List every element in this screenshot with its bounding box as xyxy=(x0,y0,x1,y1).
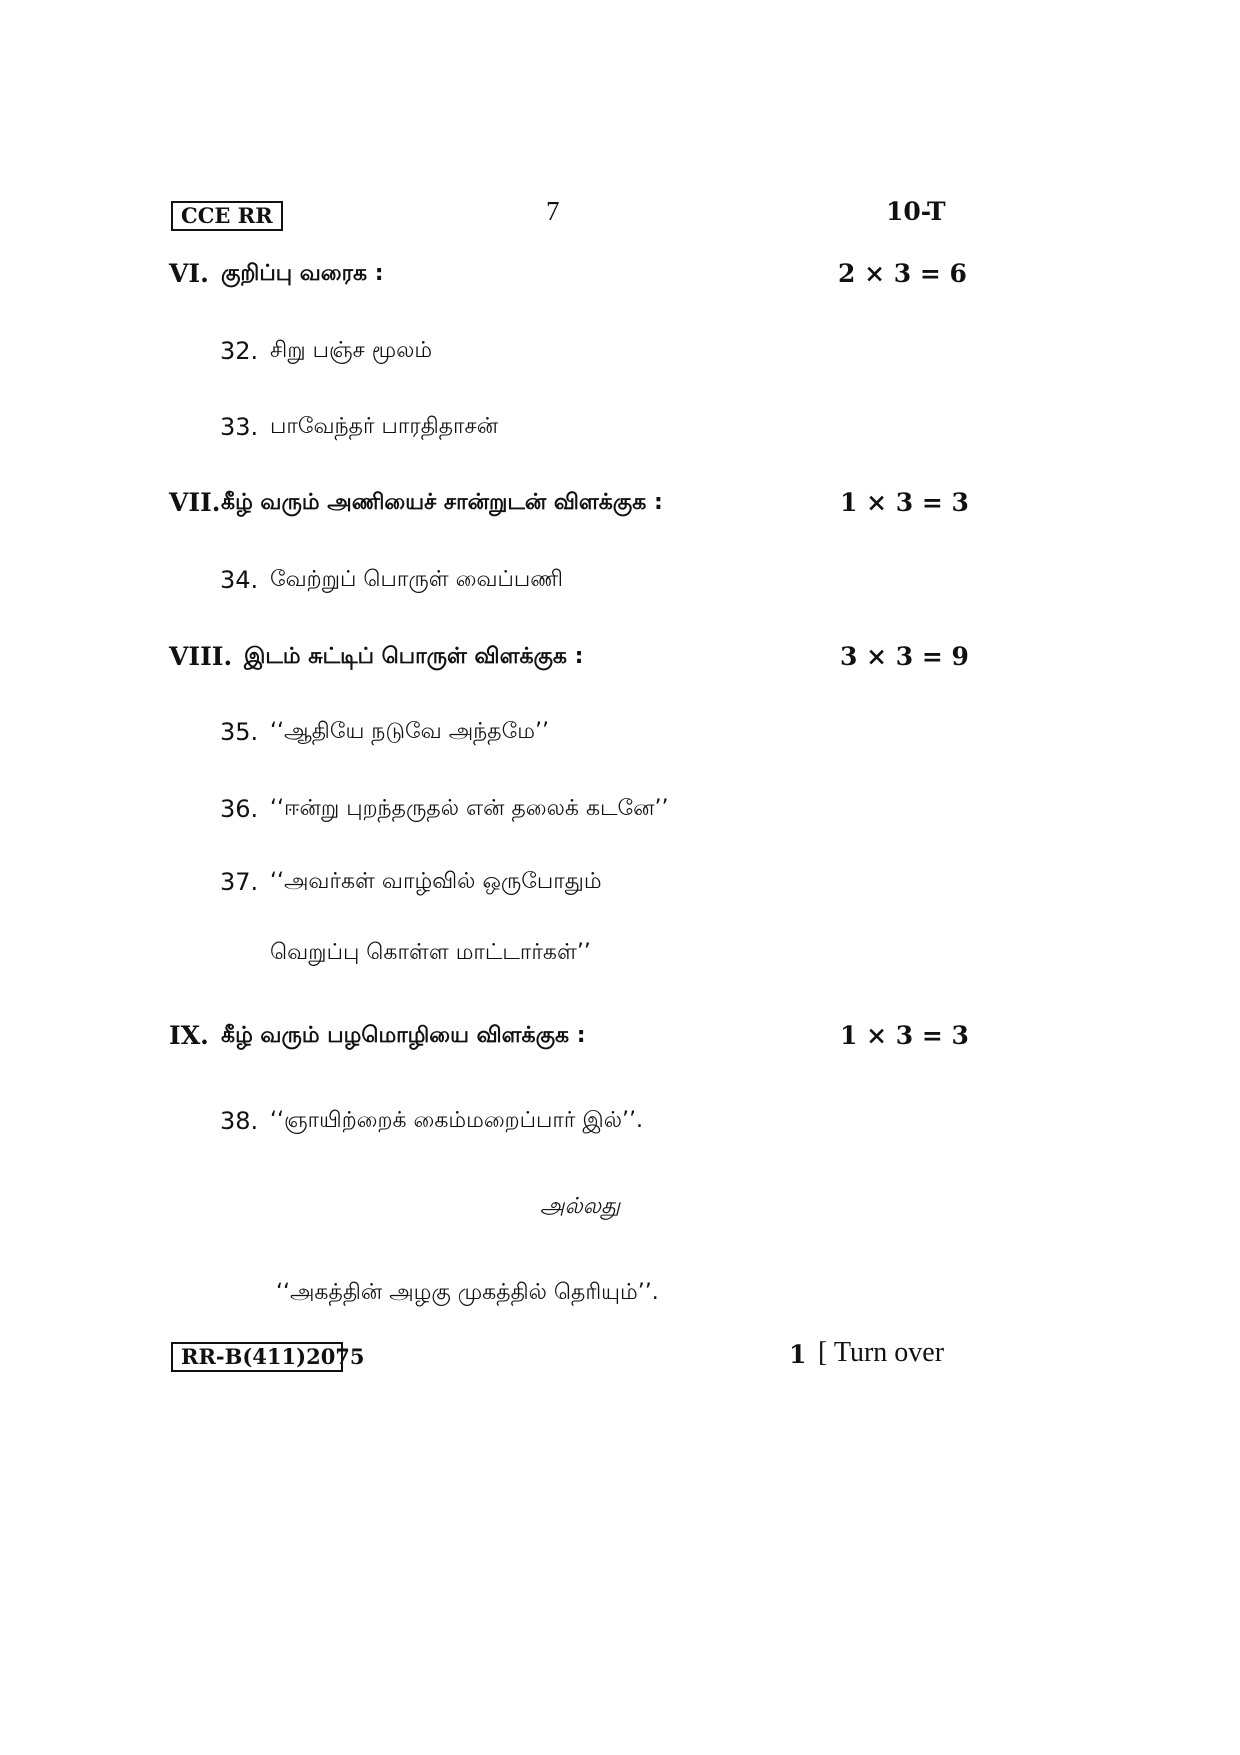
question-number: 34. xyxy=(220,566,259,594)
question-text-continued: வெறுப்பு கொள்ள மாட்டார்கள்’’ xyxy=(270,940,591,965)
question-number: 35. xyxy=(220,718,259,746)
section-title: கீழ் வரும் பழமொழியை விளக்குக : xyxy=(221,1023,586,1048)
question-text: பாவேந்தர் பாரதிதாசன் xyxy=(270,414,499,439)
paper-code-left: CCE RR xyxy=(171,201,283,231)
section-marks: 1 × 3 = 3 xyxy=(840,1021,969,1050)
section-title: இடம் சுட்டிப் பொருள் விளக்குக : xyxy=(244,644,584,669)
question-text: ‘‘அவர்கள் வாழ்வில் ஒருபோதும் xyxy=(270,869,602,894)
question-number: 36. xyxy=(220,795,259,823)
section-number: VII. xyxy=(169,488,221,517)
or-label: அல்லது xyxy=(540,1194,621,1219)
section-title: குறிப்பு வரைக : xyxy=(221,261,384,286)
question-number: 37. xyxy=(220,868,259,896)
section-marks: 1 × 3 = 3 xyxy=(840,488,969,517)
turn-over-label: [ Turn over xyxy=(818,1337,945,1368)
section-number: IX. xyxy=(169,1021,209,1050)
question-text: வேற்றுப் பொருள் வைப்பணி xyxy=(270,567,563,592)
footer-number: 1 xyxy=(789,1340,807,1369)
question-text: சிறு பஞ்ச மூலம் xyxy=(270,338,433,363)
section-title: கீழ் வரும் அணியைச் சான்றுடன் விளக்குக : xyxy=(221,490,663,515)
paper-code-right: 10-T xyxy=(886,197,946,226)
alternative-question-text: ‘‘அகத்தின் அழகு முகத்தில் தெரியும்’’. xyxy=(276,1280,659,1305)
question-text: ‘‘ஈன்று புறந்தருதல் என் தலைக் கடனே’’ xyxy=(270,796,669,821)
question-number: 32. xyxy=(220,337,259,365)
section-number: VI. xyxy=(169,259,209,288)
section-marks: 3 × 3 = 9 xyxy=(840,642,969,671)
footer-code: RR-B(411)2075 xyxy=(171,1342,343,1372)
section-number: VIII. xyxy=(169,642,233,671)
question-number: 38. xyxy=(220,1107,259,1135)
question-text: ‘‘ஞாயிற்றைக் கைம்மறைப்பார் இல்’’. xyxy=(270,1108,643,1133)
section-marks: 2 × 3 = 6 xyxy=(838,259,967,288)
question-number: 33. xyxy=(220,413,259,441)
question-text: ‘‘ஆதியே நடுவே அந்தமே’’ xyxy=(270,719,549,744)
page-number: 7 xyxy=(546,196,560,226)
